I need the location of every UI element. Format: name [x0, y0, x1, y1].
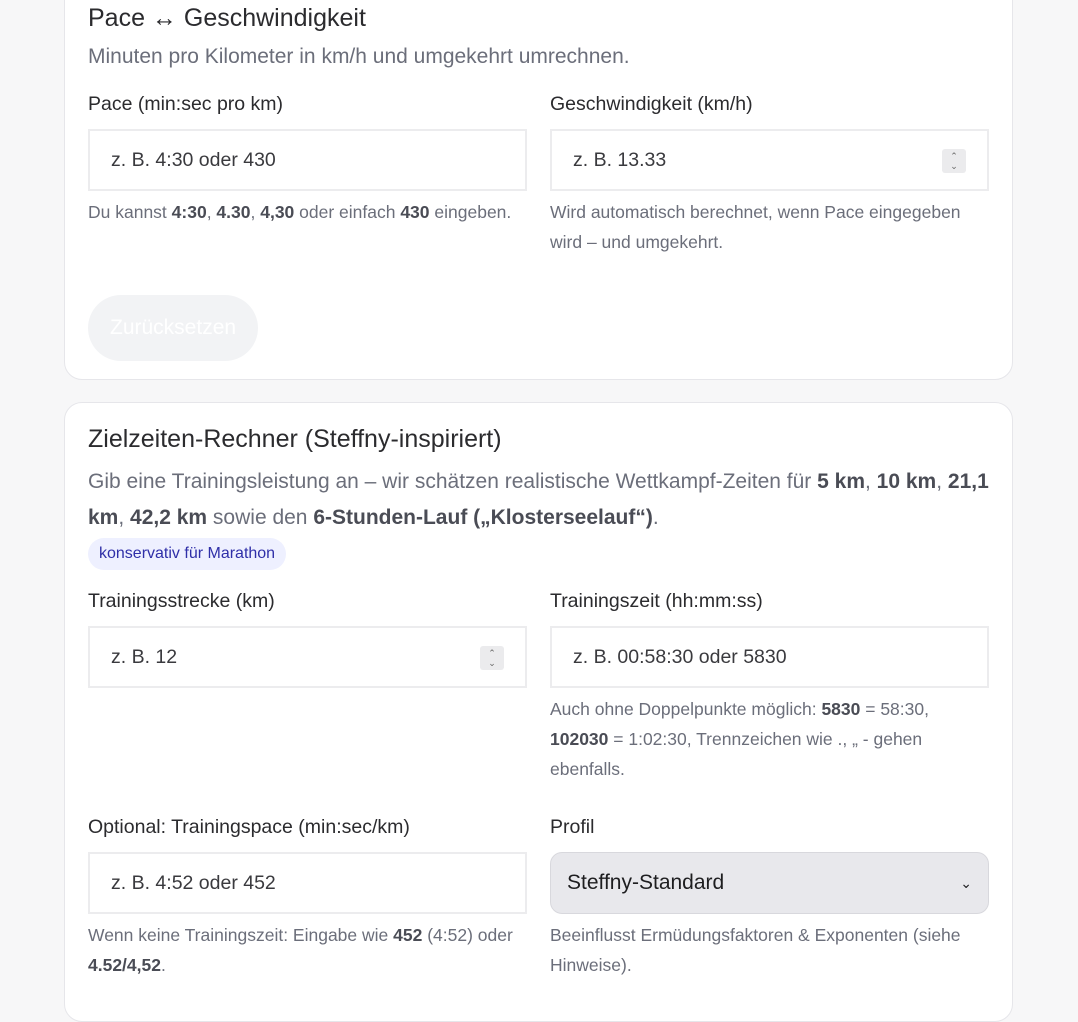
help-text: , [118, 506, 131, 529]
help-emphasis: 5830 [821, 699, 861, 719]
help-text: Wenn keine Trainingszeit: Eingabe wie [88, 925, 394, 945]
help-emphasis: 6-Stunden-Lauf („Klosterseelauf“) [313, 506, 653, 529]
help-emphasis: 21,1 km [88, 470, 989, 529]
help-text: , [206, 202, 217, 222]
spinner-icon[interactable]: ⌃ ⌄ [942, 149, 966, 173]
time-placeholder: z. B. 00:58:30 oder 5830 [573, 645, 787, 668]
help-emphasis: 10 km [876, 470, 937, 493]
training-pace-placeholder: z. B. 4:52 oder 452 [111, 871, 276, 894]
time-help [550, 694, 989, 784]
chevron-down-icon: ⌄ [960, 874, 972, 891]
help-emphasis: 42,2 km [130, 506, 208, 529]
pace-input[interactable] [88, 129, 527, 191]
help-text: Beeinflusst Ermüdungsfaktoren & Exponenten (siehe Hinweise). [550, 925, 961, 975]
help-text: , [936, 470, 948, 493]
help-emphasis: 5 km [817, 470, 865, 493]
pace-converter-card [64, 0, 1013, 380]
card-subtitle [88, 464, 989, 536]
profile-value: Steffny-Standard [567, 871, 725, 894]
help-emphasis: 4.30 [216, 202, 251, 222]
training-pace-input[interactable] [88, 852, 527, 914]
help-text: oder einfach [294, 202, 401, 222]
time-label: Trainingszeit (hh:mm:ss) [550, 590, 763, 612]
target-time-card [64, 402, 1013, 1022]
profile-help [550, 920, 989, 980]
help-emphasis: 4:30 [171, 202, 207, 222]
help-emphasis: 430 [400, 202, 430, 222]
help-text: (4:52) oder [422, 925, 513, 945]
help-text: = 1:02:30, Trennzeichen wie ., „ - gehen ebenfalls. [550, 729, 923, 779]
time-input[interactable] [550, 626, 989, 688]
help-text: . [160, 955, 166, 975]
help-text: sowie den [207, 506, 314, 529]
card-title: Zielzeiten-Rechner (Steffny-inspiriert) [88, 425, 502, 453]
help-text: . [652, 506, 659, 529]
help-text: Du kannst [88, 202, 172, 222]
help-emphasis: 4.52/4,52 [88, 955, 161, 975]
help-emphasis: 102030 [550, 729, 609, 749]
speed-help [550, 197, 989, 257]
spinner-icon[interactable]: ⌃ ⌄ [480, 646, 504, 670]
badge: konservativ für Marathon [88, 538, 286, 570]
profile-select[interactable] [550, 852, 989, 914]
reset-button[interactable]: Zurücksetzen [88, 295, 258, 361]
help-text: , [250, 202, 261, 222]
card-subtitle: Minuten pro Kilometer in km/h und umgekehrt umrechnen. [88, 45, 630, 68]
card-title: Pace ↔ Geschwindigkeit [88, 4, 366, 32]
pace-label: Pace (min:sec pro km) [88, 93, 284, 115]
pace-placeholder: z. B. 4:30 oder 430 [111, 148, 276, 171]
help-text: , [865, 470, 877, 493]
distance-placeholder: z. B. 12 [111, 645, 178, 668]
help-text: Wird automatisch berechnet, wenn Pace eingegeben wird – und umgekehrt. [550, 202, 961, 252]
help-text: = 58:30, [860, 699, 929, 719]
help-text: Auch ohne Doppelpunkte möglich: [550, 699, 822, 719]
distance-input[interactable] [88, 626, 527, 688]
training-pace-help [88, 920, 527, 980]
distance-label: Trainingsstrecke (km) [88, 590, 275, 612]
speed-input[interactable] [550, 129, 989, 191]
help-emphasis: 452 [393, 925, 423, 945]
speed-label: Geschwindigkeit (km/h) [550, 93, 753, 115]
help-emphasis: 4,30 [260, 202, 295, 222]
help-text: Gib eine Trainingsleistung an – wir schätzen realistische Wettkampf-Zeiten für [88, 470, 818, 493]
training-pace-label: Optional: Trainingspace (min:sec/km) [88, 816, 410, 838]
speed-placeholder: z. B. 13.33 [573, 148, 667, 171]
help-text: eingeben. [429, 202, 512, 222]
profile-label: Profil [550, 816, 595, 838]
pace-help [88, 197, 527, 227]
